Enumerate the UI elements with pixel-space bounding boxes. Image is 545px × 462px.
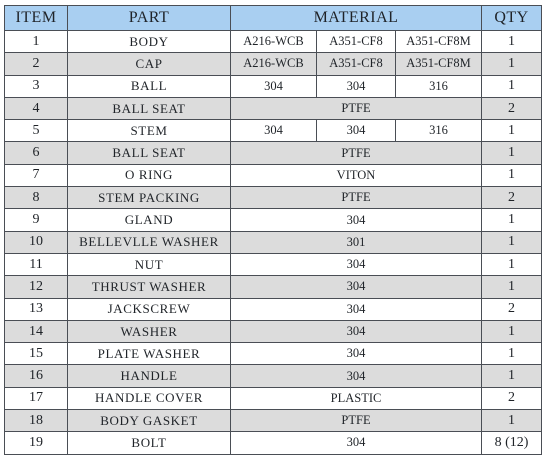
header-part: PART [68, 6, 231, 31]
quantity-cell: 2 [482, 97, 542, 119]
material-cell: PLASTIC [231, 387, 482, 409]
material-cell: A351-CF8 [317, 53, 396, 75]
material-cell: A216-WCB [231, 53, 317, 75]
table-row [5, 97, 542, 119]
material-cell: 304 [231, 75, 317, 97]
material-cell: PTFE [231, 410, 482, 432]
material-cell: A351-CF8 [317, 31, 396, 53]
material-cell: PTFE [231, 142, 482, 164]
table-row [5, 75, 542, 97]
part-name-cell: STEM [68, 120, 231, 142]
quantity-cell: 1 [482, 53, 542, 75]
part-name-cell: PLATE WASHER [68, 343, 231, 365]
table-row [5, 31, 542, 53]
part-name-cell: BOLT [68, 432, 231, 454]
item-number-cell: 16 [5, 365, 68, 387]
material-cell: 316 [396, 75, 482, 97]
quantity-cell: 1 [482, 209, 542, 231]
material-cell: 304 [231, 320, 482, 342]
table-row [5, 432, 542, 454]
part-name-cell: BALL [68, 75, 231, 97]
material-cell: VITON [231, 164, 482, 186]
quantity-cell: 1 [482, 410, 542, 432]
part-name-cell: NUT [68, 253, 231, 275]
part-name-cell: GLAND [68, 209, 231, 231]
quantity-cell: 1 [482, 31, 542, 53]
part-name-cell: JACKSCREW [68, 298, 231, 320]
item-number-cell: 14 [5, 320, 68, 342]
material-cell: 301 [231, 231, 482, 253]
item-number-cell: 7 [5, 164, 68, 186]
table-body [5, 31, 542, 455]
table-row [5, 142, 542, 164]
part-name-cell: BELLEVLLE WASHER [68, 231, 231, 253]
item-number-cell: 6 [5, 142, 68, 164]
item-number-cell: 4 [5, 97, 68, 119]
material-cell: 304 [231, 343, 482, 365]
quantity-cell: 2 [482, 298, 542, 320]
table-row [5, 53, 542, 75]
material-cell: 304 [231, 276, 482, 298]
quantity-cell: 8 (12) [482, 432, 542, 454]
header-item: ITEM [5, 6, 68, 31]
table-header-row [5, 6, 542, 31]
material-cell: 304 [231, 209, 482, 231]
part-name-cell: BODY GASKET [68, 410, 231, 432]
material-cell: A351-CF8M [396, 31, 482, 53]
bill-of-materials-table [4, 5, 542, 455]
table-row [5, 298, 542, 320]
material-cell: 304 [231, 298, 482, 320]
header-qty: QTY [482, 6, 542, 31]
quantity-cell: 2 [482, 187, 542, 209]
material-cell: 304 [317, 75, 396, 97]
item-number-cell: 15 [5, 343, 68, 365]
table-row [5, 209, 542, 231]
part-name-cell: STEM PACKING [68, 187, 231, 209]
material-cell: A351-CF8M [396, 53, 482, 75]
material-cell: PTFE [231, 187, 482, 209]
item-number-cell: 11 [5, 253, 68, 275]
part-name-cell: WASHER [68, 320, 231, 342]
parts-list [4, 5, 542, 455]
quantity-cell: 1 [482, 75, 542, 97]
quantity-cell: 1 [482, 320, 542, 342]
header-material: MATERIAL [231, 6, 482, 31]
quantity-cell: 2 [482, 387, 542, 409]
item-number-cell: 9 [5, 209, 68, 231]
table-row [5, 365, 542, 387]
table-row [5, 231, 542, 253]
item-number-cell: 10 [5, 231, 68, 253]
material-cell: 304 [231, 120, 317, 142]
item-number-cell: 13 [5, 298, 68, 320]
quantity-cell: 1 [482, 142, 542, 164]
material-cell: A216-WCB [231, 31, 317, 53]
part-name-cell: THRUST WASHER [68, 276, 231, 298]
material-cell: 304 [317, 120, 396, 142]
material-cell: PTFE [231, 97, 482, 119]
part-name-cell: BALL SEAT [68, 97, 231, 119]
quantity-cell: 1 [482, 343, 542, 365]
table-row [5, 164, 542, 186]
table-row [5, 253, 542, 275]
item-number-cell: 2 [5, 53, 68, 75]
material-cell: 304 [231, 365, 482, 387]
item-number-cell: 1 [5, 31, 68, 53]
item-number-cell: 19 [5, 432, 68, 454]
table-row [5, 187, 542, 209]
table-row [5, 387, 542, 409]
part-name-cell: HANDLE COVER [68, 387, 231, 409]
material-cell: 304 [231, 432, 482, 454]
item-number-cell: 18 [5, 410, 68, 432]
table-row [5, 410, 542, 432]
part-name-cell: CAP [68, 53, 231, 75]
table-row [5, 320, 542, 342]
quantity-cell: 1 [482, 276, 542, 298]
quantity-cell: 1 [482, 231, 542, 253]
item-number-cell: 12 [5, 276, 68, 298]
part-name-cell: O RING [68, 164, 231, 186]
item-number-cell: 17 [5, 387, 68, 409]
quantity-cell: 1 [482, 120, 542, 142]
quantity-cell: 1 [482, 253, 542, 275]
table-row [5, 120, 542, 142]
material-cell: 304 [231, 253, 482, 275]
part-name-cell: BODY [68, 31, 231, 53]
part-name-cell: HANDLE [68, 365, 231, 387]
table-row [5, 276, 542, 298]
part-name-cell: BALL SEAT [68, 142, 231, 164]
item-number-cell: 3 [5, 75, 68, 97]
table-row [5, 343, 542, 365]
item-number-cell: 5 [5, 120, 68, 142]
quantity-cell: 1 [482, 365, 542, 387]
material-cell: 316 [396, 120, 482, 142]
item-number-cell: 8 [5, 187, 68, 209]
quantity-cell: 1 [482, 164, 542, 186]
